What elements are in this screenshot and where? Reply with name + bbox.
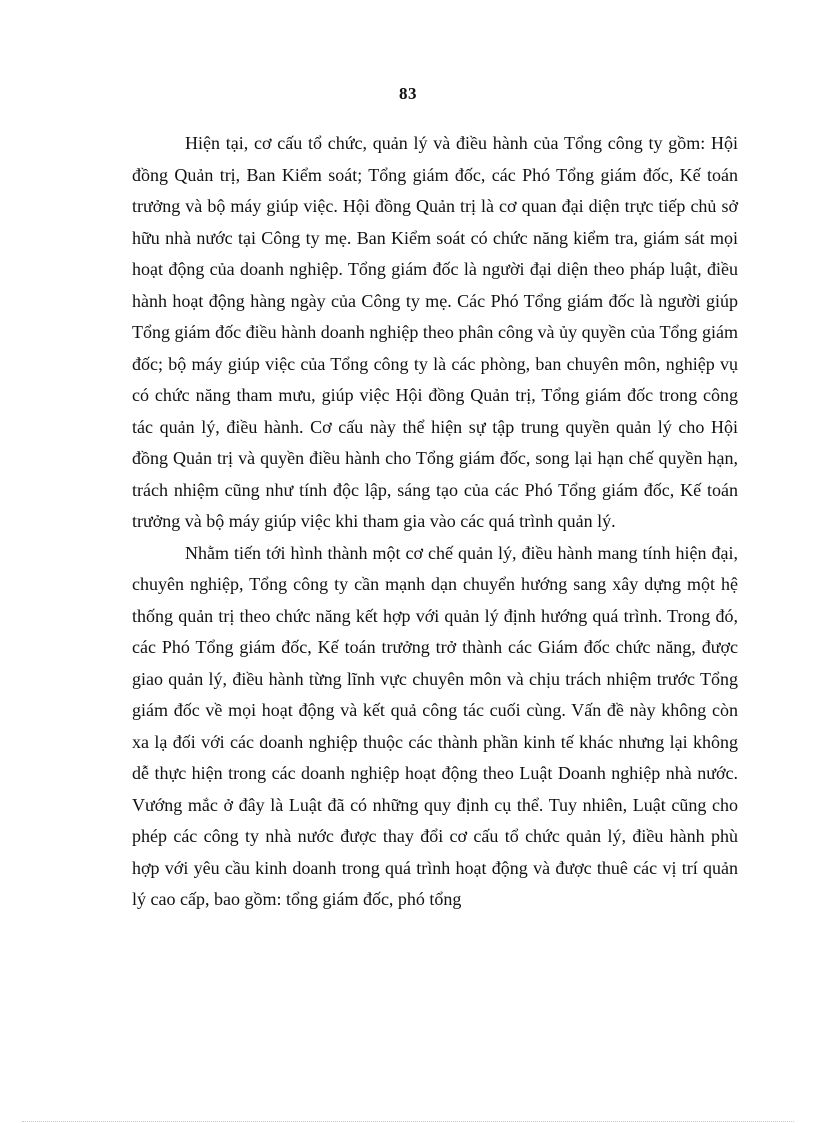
paragraph-organizational-structure: Hiện tại, cơ cấu tổ chức, quản lý và điều hành của Tổng công ty gồm: Hội đồng Quản trị, Ban Kiểm soát; Tổng giám đốc, các Phó Tổng giám đốc, Kế toán trưởng và bộ máy giúp việc. Hội đồng Quản trị là cơ quan đại diện trực tiếp chủ sở hữu nhà nước tại Công ty mẹ. Ban Kiểm soát có chức năng kiểm tra, giám sát mọi hoạt động của doanh nghiệp. Tổng giám đốc là người đại diện theo pháp luật, điều hành hoạt động hàng ngày của Công ty mẹ. Các Phó Tổng giám đốc là người giúp Tổng giám đốc điều hành doanh nghiệp theo phân công và ủy quyền của Tổng giám đốc; bộ máy giúp việc của Tổng công ty là các phòng, ban chuyên môn, nghiệp vụ có chức năng tham mưu, giúp việc Hội đồng Quản trị, Tổng giám đốc trong công tác quản lý, điều hành. Cơ cấu này thể hiện sự tập trung quyền quản lý cho Hội đồng Quản trị và quyền điều hành cho Tổng giám đốc, song lại hạn chế quyền hạn, trách nhiệm cũng như tính độc lập, sáng tạo của các Phó Tổng giám đốc, Kế toán trưởng và bộ máy giúp việc khi tham gia vào các quá trình quản lý. <box>132 133 738 531</box>
document-body <box>132 128 738 916</box>
page-bottom-divider <box>22 1121 794 1122</box>
paragraph-management-reform: Nhằm tiến tới hình thành một cơ chế quản lý, điều hành mang tính hiện đại, chuyên nghiệp, Tổng công ty cần mạnh dạn chuyển hướng sang xây dựng một hệ thống quản trị theo chức năng kết hợp với quản lý định hướng quá trình. Trong đó, các Phó Tổng giám đốc, Kế toán trưởng trở thành các Giám đốc chức năng, được giao quản lý, điều hành từng lĩnh vực chuyên môn và chịu trách nhiệm trước Tổng giám đốc về mọi hoạt động và kết quả công tác cuối cùng. Vấn đề này không còn xa lạ đối với các doanh nghiệp thuộc các thành phần kinh tế khác nhưng lại không dễ thực hiện trong các doanh nghiệp hoạt động theo Luật Doanh nghiệp nhà nước. Vướng mắc ở đây là Luật đã có những quy định cụ thể. Tuy nhiên, Luật cũng cho phép các công ty nhà nước được thay đổi cơ cấu tổ chức quản lý, điều hành phù hợp với yêu cầu kinh doanh trong quá trình hoạt động và được thuê các vị trí quản lý cao cấp, bao gồm: tổng giám đốc, phó tổng <box>132 542 738 909</box>
page-number: 83 <box>399 84 417 103</box>
